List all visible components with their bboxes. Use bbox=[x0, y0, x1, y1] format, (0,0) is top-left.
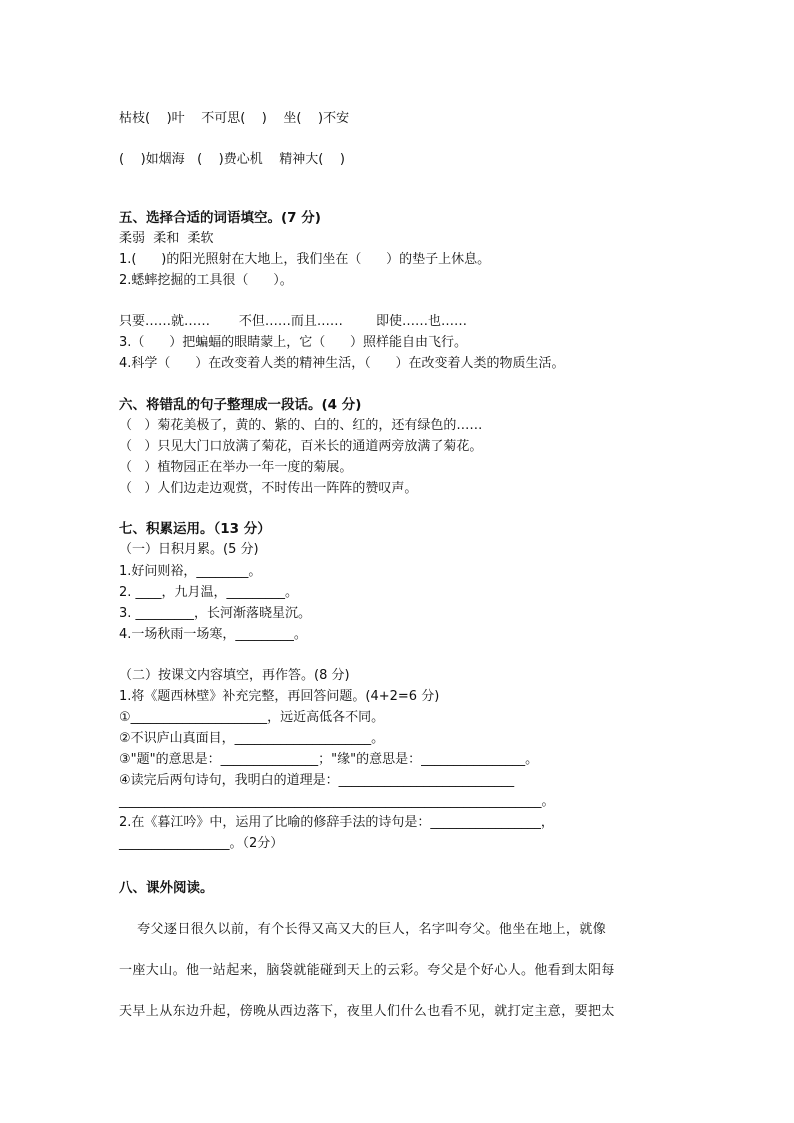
idiom-row-2: ( )如烟海 ( )费心机 精神大( ) bbox=[119, 152, 345, 167]
section-6-s4: （ ）人们边走边观赏，不时传出一阵阵的赞叹声。 bbox=[119, 481, 418, 496]
section-7-p2a: 2.在《暮江吟》中，运用了比喻的修辞手法的诗句是：_________________， bbox=[119, 815, 554, 830]
section-5-words-2: 只要……就…… 不但……而且…… 即使……也…… bbox=[119, 314, 467, 329]
section-5-q3: 3.（ ）把蝙蝠的眼睛蒙上，它（ ）照样能自由飞行。 bbox=[119, 335, 467, 350]
reading-line-3: 天早上从东边升起，傍晚从西边落下，夜里人们什么也看不见，就打定主意，要把太 bbox=[119, 1004, 615, 1019]
section-7-c1: ①_____________________，远近高低各不同。 bbox=[119, 710, 385, 725]
section-6-s2: （ ）只见大门口放满了菊花，百米长的通道两旁放满了菊花。 bbox=[119, 439, 483, 454]
section-6-s3: （ ）植物园正在举办一年一度的菊展。 bbox=[119, 460, 353, 475]
section-6-title: 六、将错乱的句子整理成一段话。(4 分) bbox=[119, 397, 362, 413]
idiom-row-1: 枯枝( )叶 不可思( ) 坐( )不安 bbox=[119, 111, 350, 126]
section-7-p2b: _________________。（2分） bbox=[119, 836, 284, 851]
section-7-c3: ③"题"的意思是：_______________；"缘"的意思是：________________。 bbox=[119, 752, 539, 767]
section-5-q4: 4.科学（ ）在改变着人类的精神生活，（ ）在改变着人类的物质生活。 bbox=[119, 356, 565, 371]
section-5-q1: 1.( )的阳光照射在大地上，我们坐在（ ）的垫子上休息。 bbox=[119, 252, 491, 267]
section-5-title: 五、选择合适的词语填空。(7 分) bbox=[119, 210, 321, 226]
reading-line-2: 一座大山。他一站起来，脑袋就能碰到天上的云彩。夸父是个好心人。他看到太阳每 bbox=[119, 963, 615, 978]
section-7-c2: ②不识庐山真面目，_____________________。 bbox=[119, 731, 385, 746]
section-7-p1: 1.将《题西林壁》补充完整，再回答问题。(4+2=6 分) bbox=[119, 689, 440, 704]
section-8-title: 八、课外阅读。 bbox=[119, 880, 214, 896]
section-7-title: 七、积累运用。（13 分） bbox=[119, 521, 271, 537]
section-7-sub-1: （一）日积月累。(5 分) bbox=[119, 542, 259, 557]
section-7-c4a: ④读完后两句诗句，我明白的道理是：___________________________ bbox=[119, 773, 515, 788]
section-6-s1: （ ）菊花美极了，黄的、紫的、白的、红的，还有绿色的…… bbox=[119, 418, 483, 433]
section-7-sub-2: （二）按课文内容填空，再作答。(8 分) bbox=[119, 668, 350, 683]
section-5-words-1: 柔弱 柔和 柔软 bbox=[119, 231, 214, 246]
section-7-q1: 1.好问则裕，________。 bbox=[119, 564, 262, 579]
section-7-q4: 4.一场秋雨一场寒，_________。 bbox=[119, 627, 307, 642]
section-7-q2: 2. ____，九月温，_________。 bbox=[119, 585, 299, 600]
section-7-c4b: _________________________________________________________________。 bbox=[119, 794, 555, 809]
section-7-q3: 3. _________，长河渐落晓星沉。 bbox=[119, 606, 312, 621]
reading-line-1: 夸父逐日很久以前，有个长得又高又大的巨人，名字叫夸父。他坐在地上，就像 bbox=[119, 922, 607, 937]
section-5-q2: 2.蟋蟀挖掘的工具很（ ）。 bbox=[119, 273, 293, 288]
